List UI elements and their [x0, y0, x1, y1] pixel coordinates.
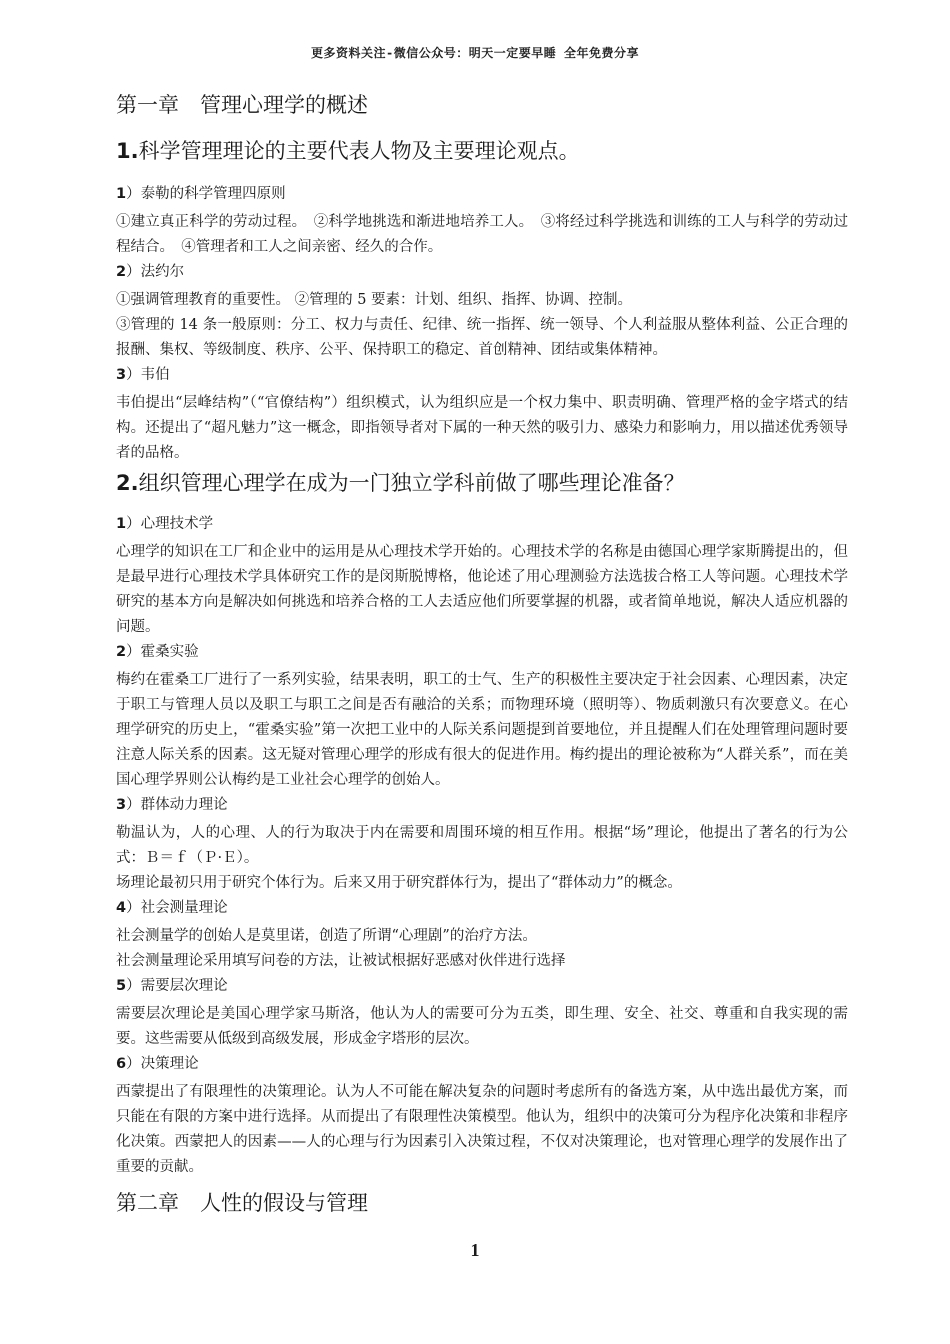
q2-section-4-heading — [116, 896, 848, 920]
q2-section-6-heading — [116, 1052, 848, 1076]
q2-section-2-label: ）霍桑实验 — [126, 644, 199, 660]
q2-section-6-number: 6 — [116, 1056, 127, 1072]
question-1-text: 科学管理理论的主要代表人物及主要理论观点。 — [138, 139, 580, 163]
q2-section-4-label: ）社会测量理论 — [126, 900, 228, 916]
q2-section-4-number: 4 — [116, 900, 127, 916]
q1-section-3-heading — [116, 363, 848, 387]
q1-section-1-number: 1 — [116, 186, 127, 202]
q1-section-3-label: ）韦伯 — [126, 367, 170, 383]
q1-section-2-heading — [116, 260, 848, 284]
q2-section-4-paragraph-2: 社会测量理论采用填写问卷的方法，让被试根据好恶感对伙伴进行选择 — [116, 953, 566, 969]
chapter-1-title: 第一章 管理心理学的概述 — [116, 93, 368, 117]
q1-section-3-number: 3 — [116, 367, 127, 383]
q2-section-5-number: 5 — [116, 978, 127, 994]
q2-section-1-label: ）心理技术学 — [126, 516, 214, 532]
q2-section-3-paragraph-1: 勒温认为，人的心理、人的行为取决于内在需要和周围环境的相互作用。根据“场”理论，他提出了著名的行为公式：Ｂ＝ｆ（Ｐ·Ｅ）。 — [116, 825, 848, 866]
q2-section-6-label: ）决策理论 — [126, 1056, 199, 1072]
q2-section-3-number: 3 — [116, 797, 127, 813]
question-2-text: 组织管理心理学在成为一门独立学科前做了哪些理论准备？ — [138, 471, 685, 495]
q1-section-1-paragraph: ①建立真正科学的劳动过程。 ②科学地挑选和渐进地培养工人。 ③将经过科学挑选和训练的工人与科学的劳动过程结合。 ④管理者和工人之间亲密、经久的合作。 — [116, 214, 848, 255]
q2-section-3-heading — [116, 793, 848, 817]
q2-section-5-paragraph: 需要层次理论是美国心理学家马斯洛，他认为人的需要可分为五类，即生理、安全、社交、尊重和自我实现的需要。这些需要从低级到高级发展，形成金字塔形的层次。 — [116, 1006, 848, 1047]
question-2-title — [116, 466, 848, 500]
q1-section-1-heading — [116, 182, 848, 206]
q2-section-3-label: ）群体动力理论 — [126, 797, 228, 813]
page-number: 1 — [470, 1240, 480, 1260]
q2-section-2-paragraph: 梅约在霍桑工厂进行了一系列实验，结果表明，职工的士气、生产的积极性主要决定于社会因素、心理因素，决定于职工与管理人员以及职工与职工之间是否有融洽的关系；而物理环境（照明等）、物质刺激只有次要意义。在心理学研究的历史上，“霍桑实验”第一次把工业中的人际关系问题提到首要地位，并且提醒人们在处理管理问题时要注意人际关系的因素。这无疑对管理心理学的形成有很大的促进作用。梅约提出的理论被称为“人群关系”，而在美国心理学界则公认梅约是工业社会心理学的创始人。 — [116, 672, 848, 788]
q2-section-4-paragraph-1: 社会测量学的创始人是莫里诺，创造了所谓“心理剧”的治疗方法。 — [116, 928, 537, 944]
q1-section-3-paragraph: 韦伯提出“层峰结构”（“官僚结构”）组织模式，认为组织应是一个权力集中、职责明确、管理严格的金字塔式的结构。还提出了“超凡魅力”这一概念，即指领导者对下属的一种天然的吸引力、感染力和影响力，用以描述优秀领导者的品格。 — [116, 395, 848, 461]
q2-section-1-number: 1 — [116, 516, 127, 532]
q2-section-5-label: ）需要层次理论 — [126, 978, 228, 994]
q2-section-1-paragraph: 心理学的知识在工厂和企业中的运用是从心理技术学开始的。心理技术学的名称是由德国心理学家斯腾提出的，但是最早进行心理技术学具体研究工作的是闵斯脱博格，他论述了用心理测验方法选拔合格工人等问题。心理技术学研究的基本方向是解决如何挑选和培养合格的工人去适应他们所要掌握的机器，或者简单地说，解决人适应机器的问题。 — [116, 544, 848, 635]
q2-section-3-paragraph-2: 场理论最初只用于研究个体行为。后来又用于研究群体行为，提出了“群体动力”的概念。 — [116, 875, 682, 891]
q1-section-2-number: 2 — [116, 264, 127, 280]
document-body — [116, 88, 848, 1220]
q2-section-1-heading — [116, 512, 848, 536]
q2-section-6-paragraph: 西蒙提出了有限理性的决策理论。认为人不可能在解决复杂的问题时考虑所有的备选方案，从中选出最优方案，而只能在有限的方案中进行选择。从而提出了有限理性决策模型。他认为，组织中的决策可分为程序化决策和非程序化决策。西蒙把人的因素——人的心理与行为因素引入决策过程，不仅对决策理论，也对管理心理学的发展作出了重要的贡献。 — [116, 1084, 848, 1175]
q2-section-2-number: 2 — [116, 644, 127, 660]
q2-section-2-heading — [116, 640, 848, 664]
question-2-number: 2. — [116, 471, 139, 495]
question-1-title — [116, 134, 848, 168]
chapter-2-title: 第二章 人性的假设与管理 — [116, 1191, 368, 1215]
q1-section-2-paragraph-1: ①强调管理教育的重要性。 ②管理的 5 要素：计划、组织、指挥、协调、控制。 — [116, 292, 633, 308]
header-note: 更多资料关注-微信公众号：明天一定要早睡 全年免费分享 — [311, 46, 639, 60]
q2-section-5-heading — [116, 974, 848, 998]
q1-section-2-paragraph-2: ③管理的 14 条一般原则：分工、权力与责任、纪律、统一指挥、统一领导、个人利益服从整体利益、公正合理的报酬、集权、等级制度、秩序、公平、保持职工的稳定、首创精神、团结或集体精神。 — [116, 317, 848, 358]
question-1-number: 1. — [116, 139, 139, 163]
q1-section-2-label: ）法约尔 — [126, 264, 185, 280]
q1-section-1-label: ）泰勒的科学管理四原则 — [126, 186, 286, 202]
